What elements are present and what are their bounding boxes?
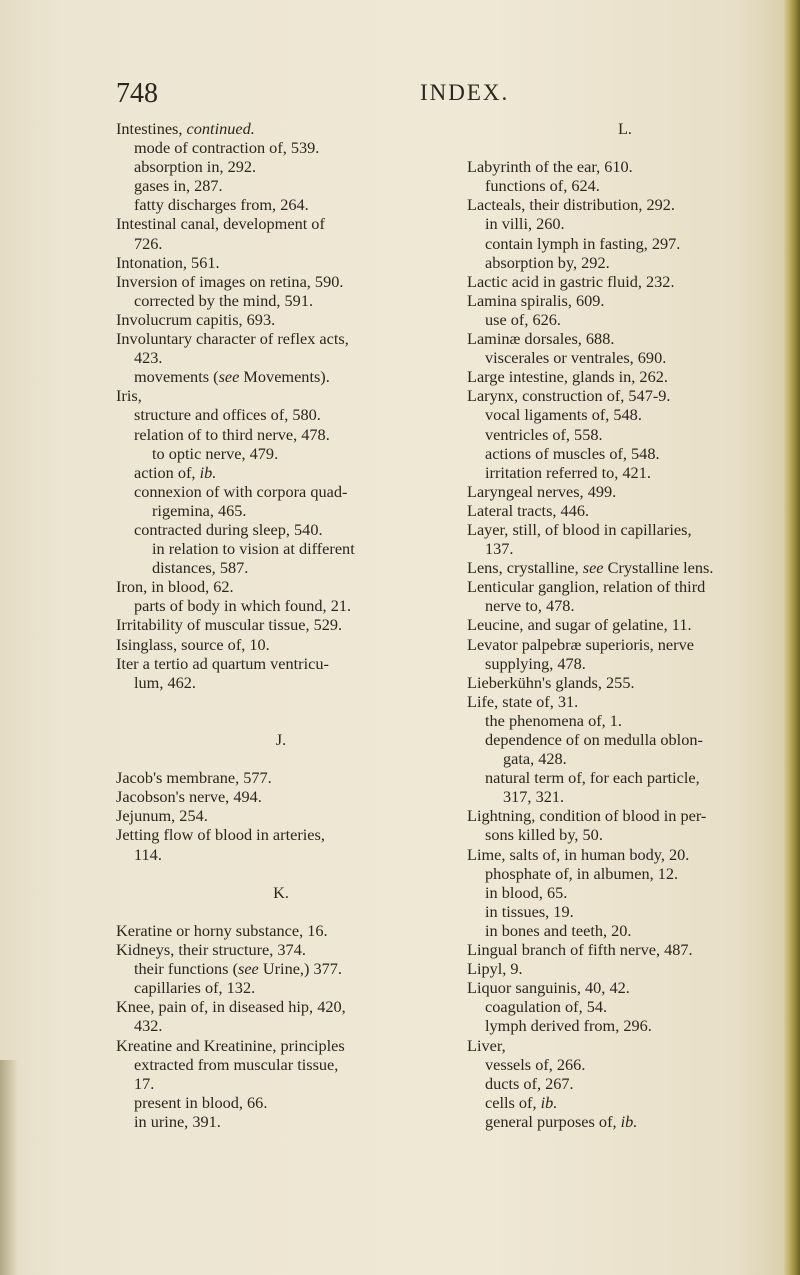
entry-text: contain lymph in fasting, 297. <box>485 233 681 253</box>
index-subentry <box>116 596 446 615</box>
entry-text: irritation referred to, 421. <box>485 462 651 482</box>
entry-text: Intestinal canal, development of <box>116 214 325 234</box>
index-subentry <box>116 520 446 539</box>
entry-text: Liquor sanguinis, 40, 42. <box>467 978 630 998</box>
entry-text: Intonation, 561. <box>116 252 220 272</box>
entry-text: in tissues, 19. <box>485 901 574 921</box>
index-subentry <box>116 348 446 367</box>
index-entry <box>116 787 446 806</box>
entry-text: phosphate of, in albumen, 12. <box>485 863 679 883</box>
index-subentry <box>467 711 783 730</box>
entry-text: distances, 587. <box>152 558 249 578</box>
index-entry <box>467 806 783 825</box>
index-subentry <box>467 234 783 253</box>
entry-text: capillaries of, 132. <box>134 978 256 998</box>
index-subentry <box>467 1074 783 1093</box>
index-entry <box>467 635 783 654</box>
page-number: 748 <box>116 78 158 109</box>
index-subentry <box>467 176 783 195</box>
entry-text: Inversion of images on retina, 590. <box>116 271 344 291</box>
entry-text: Levator palpebræ superioris, nerve <box>467 634 694 654</box>
index-subentry <box>467 825 783 844</box>
index-entry <box>116 615 446 634</box>
entry-text: 432. <box>134 1016 163 1036</box>
index-subentry <box>467 1016 783 1035</box>
index-entry <box>467 367 783 386</box>
entry-text: in villi, 260. <box>485 214 565 234</box>
entry-text: action of, <box>134 462 200 482</box>
entry-italic-text: see <box>218 367 240 387</box>
entry-text: mode of contraction of, 539. <box>134 138 320 158</box>
index-entry <box>116 253 446 272</box>
entry-text: 137. <box>485 539 514 559</box>
index-subentry <box>467 787 783 806</box>
entry-text: K. <box>273 882 289 902</box>
entry-text: Lamina spiralis, 609. <box>467 290 605 310</box>
entry-text: Laryngeal nerves, 499. <box>467 481 617 501</box>
index-entry <box>467 1036 783 1055</box>
entry-text: 726. <box>134 233 163 253</box>
index-subentry <box>467 1093 783 1112</box>
index-subentry <box>467 864 783 883</box>
entry-text: viscerales or ventrales, 690. <box>485 348 667 368</box>
entry-text: lum, 462. <box>134 672 196 692</box>
spacer <box>467 138 783 157</box>
index-entry <box>116 921 446 940</box>
entry-text: actions of muscles of, 548. <box>485 443 660 463</box>
entry-text: fatty discharges from, 264. <box>134 195 309 215</box>
index-subentry <box>116 501 446 520</box>
entry-text: Lipyl, 9. <box>467 959 523 979</box>
index-subentry <box>116 291 446 310</box>
entry-text: 317, 321. <box>503 787 565 807</box>
index-subentry <box>116 195 446 214</box>
entry-text: Layer, still, of blood in capillaries, <box>467 519 692 539</box>
index-entry <box>467 329 783 348</box>
entry-text: Kidneys, their structure, 374. <box>116 940 306 960</box>
page-left-edge-shadow <box>0 1060 18 1275</box>
index-subentry <box>467 253 783 272</box>
entry-italic-text: see <box>582 558 604 578</box>
index-entry <box>116 577 446 596</box>
entry-text-after: Movements). <box>239 367 330 387</box>
entry-text: 114. <box>134 844 162 864</box>
index-subentry <box>116 959 446 978</box>
entry-text: the phenomena of, 1. <box>485 710 622 730</box>
entry-text: rigemina, 465. <box>152 500 247 520</box>
index-subentry <box>116 1016 446 1035</box>
index-subentry <box>116 234 446 253</box>
index-entry <box>467 673 783 692</box>
running-head: INDEX. <box>420 80 510 105</box>
entry-text: in urine, 391. <box>134 1111 221 1131</box>
entry-text: in relation to vision at different <box>152 539 355 559</box>
entry-text: extracted from muscular tissue, <box>134 1054 339 1074</box>
entry-text: their functions ( <box>134 959 238 979</box>
index-subentry <box>467 310 783 329</box>
index-subentry <box>467 749 783 768</box>
index-subentry <box>467 539 783 558</box>
index-subentry <box>116 1074 446 1093</box>
entry-text: Life, state of, 31. <box>467 691 579 711</box>
entry-text: Iron, in blood, 62. <box>116 577 234 597</box>
entry-text: Lingual branch of fifth nerve, 487. <box>467 940 693 960</box>
entry-text: Jejunum, 254. <box>116 806 208 826</box>
index-entry <box>467 978 783 997</box>
index-subentry <box>467 768 783 787</box>
entry-text: in blood, 65. <box>485 882 568 902</box>
entry-text: gases in, 287. <box>134 176 223 196</box>
entry-text: gata, 428. <box>503 749 567 769</box>
index-entry <box>467 615 783 634</box>
index-subentry <box>116 1112 446 1131</box>
index-subentry <box>116 845 446 864</box>
entry-text: Kreatine and Kreatinine, principles <box>116 1035 345 1055</box>
entry-text: Lens, crystalline, <box>467 558 583 578</box>
entry-text: relation of to third nerve, 478. <box>134 424 330 444</box>
entry-text: Knee, pain of, in diseased hip, 420, <box>116 997 346 1017</box>
entry-text: Laminæ dorsales, 688. <box>467 329 615 349</box>
entry-text: structure and offices of, 580. <box>134 405 321 425</box>
index-entry <box>467 157 783 176</box>
index-entry <box>467 577 783 596</box>
index-subentry <box>116 176 446 195</box>
entry-italic-text: ib. <box>199 462 217 482</box>
book-binding-edge <box>784 0 800 1275</box>
index-subentry <box>116 539 446 558</box>
index-column-left <box>116 119 446 1131</box>
entry-text: nerve to, 478. <box>485 596 575 616</box>
index-entry <box>467 558 783 577</box>
entry-text: Iter a tertio ad quartum ventricu- <box>116 653 329 673</box>
index-subentry <box>116 978 446 997</box>
index-entry <box>116 1036 446 1055</box>
entry-text: natural term of, for each particle, <box>485 768 700 788</box>
entry-text: present in blood, 66. <box>134 1092 268 1112</box>
entry-text: Lime, salts of, in human body, 20. <box>467 844 690 864</box>
index-column-right <box>467 119 783 1131</box>
index-entry <box>116 635 446 654</box>
entry-text: Iris, <box>116 386 142 406</box>
entry-text: Liver, <box>467 1035 506 1055</box>
entry-text: cells of, <box>485 1092 541 1112</box>
index-entry <box>467 845 783 864</box>
index-entry <box>116 214 446 233</box>
index-entry <box>467 940 783 959</box>
entry-text: Lieberkühn's glands, 255. <box>467 672 635 692</box>
index-subentry <box>116 1093 446 1112</box>
index-subentry <box>116 367 446 386</box>
entry-text: movements ( <box>134 367 219 387</box>
index-subentry <box>467 997 783 1016</box>
entry-text-after: Urine,) 377. <box>258 959 342 979</box>
entry-text: Jetting flow of blood in arteries, <box>116 825 325 845</box>
index-entry <box>116 825 446 844</box>
index-entry <box>116 310 446 329</box>
entry-italic-text: see <box>238 959 259 979</box>
index-subentry <box>116 405 446 424</box>
spacer <box>116 711 446 730</box>
entry-text: Lateral tracts, 446. <box>467 500 590 520</box>
entry-italic-text: ib. <box>540 1092 558 1112</box>
entry-text: L. <box>617 119 632 138</box>
index-subentry <box>116 673 446 692</box>
entry-text: coagulation of, 54. <box>485 997 608 1017</box>
index-subentry <box>116 558 446 577</box>
entry-text: contracted during sleep, 540. <box>134 519 323 539</box>
index-subentry <box>116 444 446 463</box>
index-entry <box>467 291 783 310</box>
entry-text: vessels of, 266. <box>485 1054 586 1074</box>
entry-text: Irritability of muscular tissue, 529. <box>116 615 343 635</box>
index-entry <box>116 997 446 1016</box>
index-subentry <box>116 425 446 444</box>
entry-text: general purposes of, <box>485 1111 621 1131</box>
index-subentry <box>116 138 446 157</box>
index-entry <box>467 959 783 978</box>
index-subentry <box>467 596 783 615</box>
entry-text: Lenticular ganglion, relation of third <box>467 577 706 597</box>
entry-text: ducts of, 267. <box>485 1073 574 1093</box>
entry-text: parts of body in which found, 21. <box>134 596 352 616</box>
entry-text: Large intestine, glands in, 262. <box>467 367 668 387</box>
entry-text: sons killed by, 50. <box>485 825 603 845</box>
index-subentry <box>116 482 446 501</box>
index-entry <box>467 195 783 214</box>
index-subentry <box>467 405 783 424</box>
entry-text: Labyrinth of the ear, 610. <box>467 157 633 177</box>
index-subentry <box>467 348 783 367</box>
index-subentry <box>116 157 446 176</box>
entry-italic-text: ib. <box>620 1111 638 1131</box>
entry-italic-text: continued. <box>186 119 255 138</box>
index-entry <box>116 654 446 673</box>
entry-text: Lightning, condition of blood in per- <box>467 806 707 826</box>
entry-text: absorption in, 292. <box>134 157 257 177</box>
index-entry <box>116 329 446 348</box>
entry-text: vocal ligaments of, 548. <box>485 405 642 425</box>
index-subentry <box>467 654 783 673</box>
entry-text-after: Crystalline lens. <box>603 558 714 578</box>
entry-text: corrected by the mind, 591. <box>134 290 314 310</box>
entry-text: Jacobson's nerve, 494. <box>116 787 262 807</box>
index-subentry <box>467 902 783 921</box>
entry-text: Intestines, <box>116 119 187 138</box>
index-subentry <box>467 730 783 749</box>
entry-text: Jacob's membrane, 577. <box>116 768 272 788</box>
entry-text: absorption by, 292. <box>485 252 610 272</box>
index-subentry <box>467 883 783 902</box>
index-entry <box>116 119 446 138</box>
index-entry <box>467 520 783 539</box>
index-subentry <box>467 214 783 233</box>
entry-text: supplying, 478. <box>485 653 586 673</box>
entry-text: lymph derived from, 296. <box>485 1016 652 1036</box>
index-entry <box>467 482 783 501</box>
index-entry <box>116 272 446 291</box>
entry-text: to optic nerve, 479. <box>152 443 279 463</box>
index-subentry <box>116 1055 446 1074</box>
page-header <box>0 70 800 110</box>
index-entry <box>467 692 783 711</box>
entry-text: functions of, 624. <box>485 176 600 196</box>
index-entry <box>467 272 783 291</box>
spacer <box>116 902 446 921</box>
section-letter <box>116 730 446 749</box>
index-entry <box>116 940 446 959</box>
entry-text: ventricles of, 558. <box>485 424 603 444</box>
index-entry <box>116 806 446 825</box>
index-subentry <box>467 921 783 940</box>
entry-text: Isinglass, source of, 10. <box>116 634 270 654</box>
entry-text: 17. <box>134 1073 155 1093</box>
entry-text: J. <box>275 730 287 749</box>
entry-text: Larynx, construction of, 547-9. <box>467 386 671 406</box>
index-subentry <box>467 425 783 444</box>
section-letter <box>116 883 446 902</box>
spacer <box>116 864 446 883</box>
index-subentry <box>467 1112 783 1131</box>
entry-text: Keratine or horny substance, 16. <box>116 920 328 940</box>
entry-text: use of, 626. <box>485 309 561 329</box>
entry-text: dependence of on medulla oblon- <box>485 730 703 749</box>
index-entry <box>467 501 783 520</box>
index-subentry <box>467 1055 783 1074</box>
index-subentry <box>467 444 783 463</box>
entry-text: in bones and teeth, 20. <box>485 920 632 940</box>
spacer <box>116 692 446 711</box>
index-subentry <box>467 463 783 482</box>
entry-text: Lactic acid in gastric fluid, 232. <box>467 271 675 291</box>
section-letter <box>467 119 783 138</box>
entry-text: Involuntary character of reflex acts, <box>116 329 349 349</box>
index-entry <box>116 768 446 787</box>
index-entry <box>467 386 783 405</box>
index-entry <box>116 386 446 405</box>
spacer <box>116 749 446 768</box>
entry-text: Lacteals, their distribution, 292. <box>467 195 675 215</box>
entry-text: Leucine, and sugar of gelatine, 11. <box>467 615 692 635</box>
entry-text: Involucrum capitis, 693. <box>116 309 276 329</box>
entry-text: 423. <box>134 348 163 368</box>
entry-text: connexion of with corpora quad- <box>134 481 348 501</box>
index-subentry <box>116 463 446 482</box>
